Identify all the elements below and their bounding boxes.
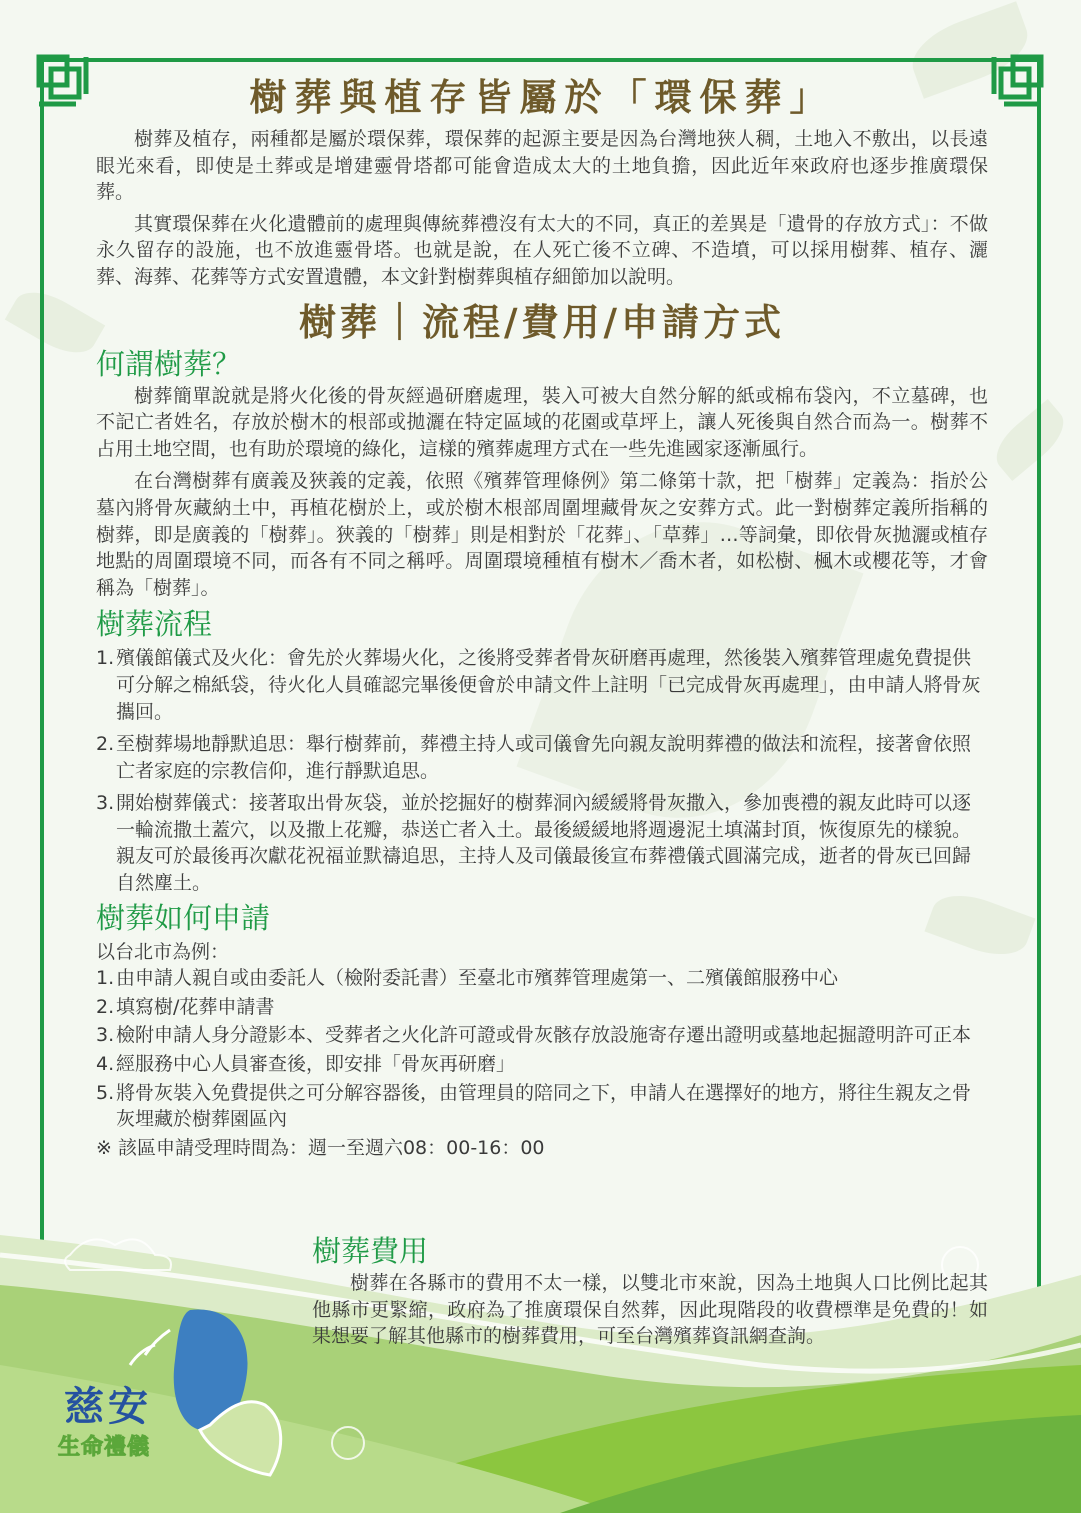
intro-paragraph-1: 樹葬及植存，兩種都是屬於環保葬，環保葬的起源主要是因為台灣地狹人稠，土地入不敷出，以長遠眼光來看，即使是土葬或是增建靈骨塔都可能會造成太大的土地負擔，因此近年來政府也逐步推廣環保葬。 bbox=[96, 128, 988, 204]
list-item: 1. 殯儀館儀式及火化：會先於火葬場火化，之後將受葬者骨灰研磨再處理，然後裝入殯葬管理處免費提供可分解之棉紙袋，待火化人員確認完畢後便會於申請文件上註明「已完成骨灰再處理」，由申請人將骨灰攜回。 bbox=[96, 647, 981, 723]
section-title: 樹葬｜流程/費用/申請方式 bbox=[298, 300, 786, 344]
list-item: 5. 將骨灰裝入免費提供之可分解容器後，由管理員的陪同之下，申請人在選擇好的地方，將往生親友之骨灰埋藏於樹葬園區內 bbox=[96, 1081, 972, 1131]
list-item: 3. 開始樹葬儀式：接著取出骨灰袋，並於挖掘好的樹葬洞內緩緩將骨灰撒入，參加喪禮的親友此時可以逐一輪流撒土蓋穴，以及撒上花瓣，恭送亡者入土。最後緩緩地將週邊泥土填滿封頂，恢復原先的樣貌。親友可於最後再次獻花祝福並默禱追思，主持人及司儀最後宣布葬禮儀式圓滿完成，逝者的骨灰已回歸自然塵土。 bbox=[96, 792, 972, 895]
what-paragraph-2: 在台灣樹葬有廣義及狹義的定義，依照《殯葬管理條例》第二條第十款，把「樹葬」定義為：指於公墓內將骨灰藏納土中，再植花樹於上，或於樹木根部周圍埋藏骨灰之安葬方式。此一對樹葬定義所指稱的樹葬，即是廣義的「樹葬」。狹義的「樹葬」則是相對於「花葬」、「草葬」…等詞彙，即依骨灰拋灑或植存地點的周圍環境不同，而各有不同之稱呼。周圍環境種植有樹木／喬木者，如松樹、楓木或櫻花等，才會稱為「樹葬」。 bbox=[96, 470, 988, 599]
list-item: 2. 至樹葬場地靜默追思：舉行樹葬前，葬禮主持人或司儀會先向親友說明葬禮的做法和流程，接著會依照亡者家庭的宗教信仰，進行靜默追思。 bbox=[96, 733, 972, 782]
logo-title: 慈安 bbox=[64, 1383, 152, 1430]
list-item: 3. 檢附申請人身分證影本、受葬者之火化許可證或骨灰骸存放設施寄存遷出證明或墓地起掘證明許可正本 bbox=[96, 1024, 972, 1047]
intro-paragraph-2: 其實環保葬在火化遺體前的處理與傳統葬禮沒有太大的不同，真正的差異是「遺骨的存放方式」：不做永久留存的設施，也不放進靈骨塔。也就是說，在人死亡後不立碑、不造墳，可以採用樹葬、植存、灑葬、海葬、花葬等方式安置遺體，本文針對樹葬與植存細節加以說明。 bbox=[96, 212, 988, 288]
apply-heading: 樹葬如何申請 bbox=[96, 900, 271, 935]
fee-section bbox=[312, 1232, 988, 1350]
process-heading: 樹葬流程 bbox=[96, 607, 213, 642]
what-heading: 何謂樹葬？ bbox=[96, 346, 242, 381]
what-paragraph-1: 樹葬簡單說就是將火化後的骨灰經過研磨處理，裝入可被大自然分解的紙或棉布袋內，不立墓碑，也不記亡者姓名，存放於樹木的根部或拋灑在特定區域的花園或草坪上，讓人死後與自然合而為一。樹葬不占用土地空間，也有助於環境的綠化，這樣的殯葬處理方式在一些先進國家逐漸風行。 bbox=[96, 384, 988, 460]
list-item: 4. 經服務中心人員審查後，即安排「骨灰再研磨」 bbox=[96, 1053, 516, 1076]
logo-subtitle: 生命禮儀 bbox=[58, 1435, 151, 1460]
corner-ornament-right bbox=[982, 54, 1044, 116]
fee-heading: 樹葬費用 bbox=[312, 1234, 429, 1268]
apply-lead: 以台北市為例： bbox=[96, 940, 230, 963]
main-title: 樹葬與植存皆屬於「環保葬」 bbox=[249, 76, 835, 119]
article-content bbox=[96, 70, 988, 1161]
corner-ornament-left bbox=[36, 54, 98, 116]
apply-steps bbox=[96, 965, 988, 1133]
process-steps bbox=[96, 645, 988, 896]
list-item: 2. 填寫樹/花葬申請書 bbox=[96, 995, 275, 1018]
apply-hours-note: ※ 該區申請受理時間為：週一至週六08：00-16：00 bbox=[96, 1136, 545, 1159]
fee-paragraph: 樹葬在各縣市的費用不太一樣，以雙北市來說，因為土地與人口比例比起其他縣市更緊縮，政府為了推廣環保自然葬，因此現階段的收費標準是免費的！如果想要了解其他縣市的樹葬費用，可至台灣殯葬資訊網查詢。 bbox=[312, 1272, 988, 1348]
list-item: 1. 由申請人親自或由委託人（檢附委託書）至臺北市殯葬管理處第一、二殯儀館服務中心 bbox=[96, 967, 839, 990]
